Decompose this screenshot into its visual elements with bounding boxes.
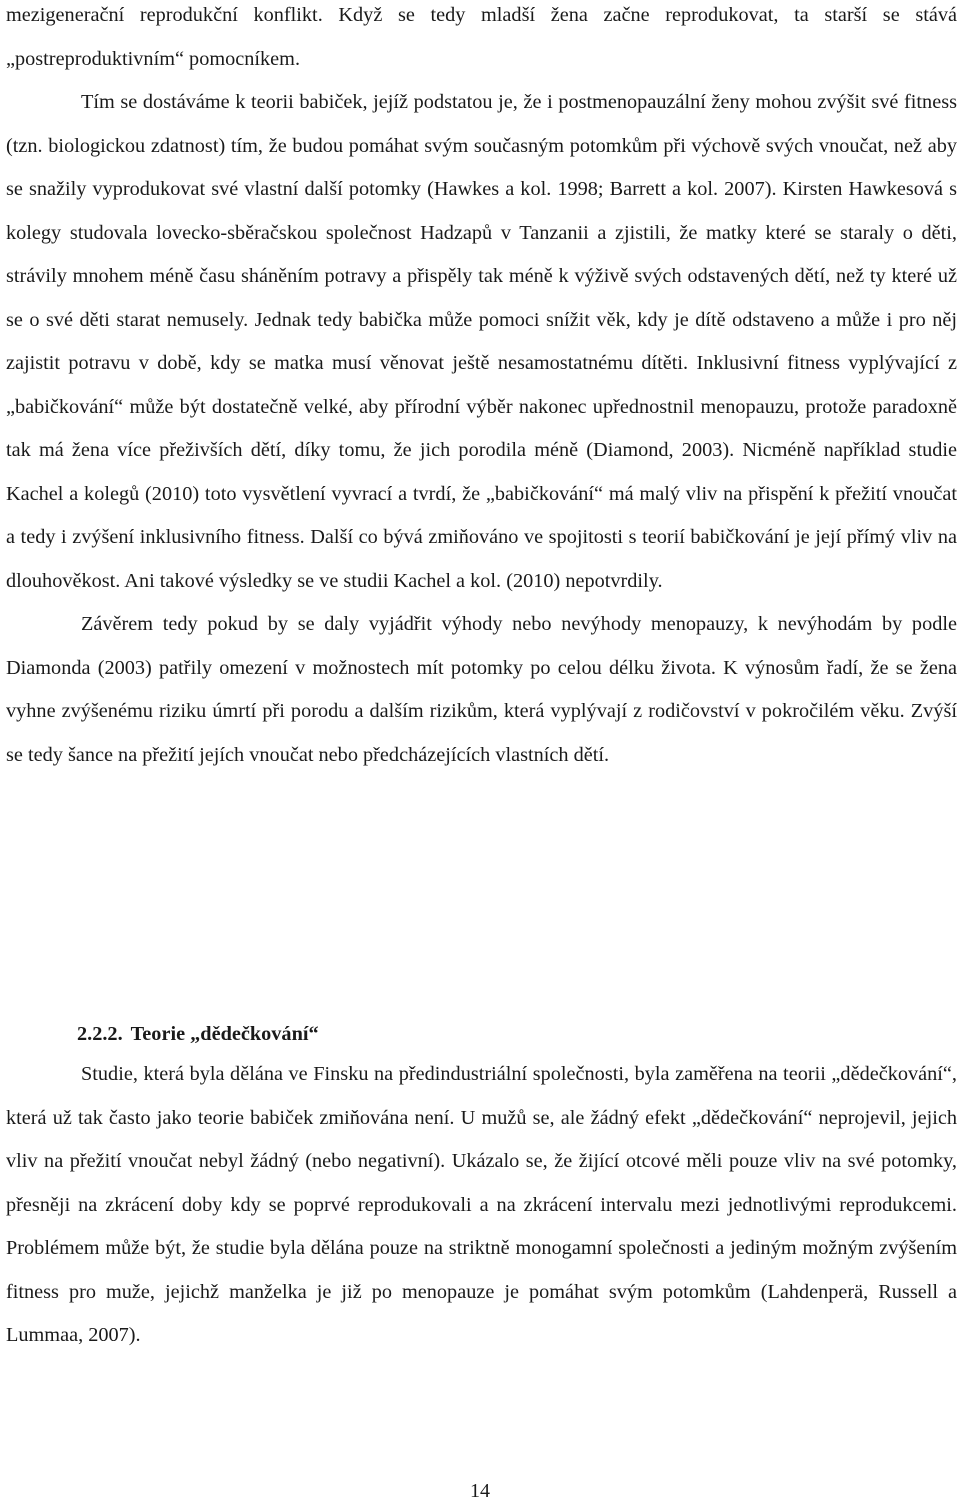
paragraph-grandfather-theory: Studie, která byla dělána ve Finsku na předindustriální společnosti, byla zaměřena na teorii „dědečkování“, která už tak často jako teorie babiček zmiňována není. U mužů se, ale žádný efekt „dědečkování“ neprojevil, jejich vliv na přežití vnoučat nebyl žádný (nebo negativní). Ukázalo se, že žijící otcové měli pouze vliv na své potomky, přesněji na zkrácení doby kdy se poprvé reprodukovali a na zkrácení intervalu mezi jednotlivými reprodukcemi. Problémem může být, že studie byla dělána pouze na striktně monogamní společnosti a jediným možným zvýšením fitness pro muže, jejichž manželka je již po menopauze je pomáhat svým potomkům (Lahdenperä, Russell a Lummaa, 2007). <box>6 1063 957 1346</box>
paragraph-continued: mezigenerační reprodukční konflikt. Když se tedy mladší žena začne reprodukovat, ta starší se stává „postreproduktivním“ pomocníkem. <box>6 4 957 70</box>
document-page <box>6 0 957 1346</box>
section-title: Teorie „dědečkování“ <box>130 1023 319 1045</box>
page-number: 14 <box>470 1480 490 1502</box>
section-number: 2.2.2. <box>77 1023 123 1045</box>
paragraph-grandmother-theory: Tím se dostáváme k teorii babiček, jejíž podstatou je, že i postmenopauzální ženy mohou zvýšit své fitness (tzn. biologickou zdatnost) tím, že budou pomáhat svým současným potomkům při výchově svých vnoučat, než aby se snažily vyprodukovat své vlastní další potomky (Hawkes a kol. 1998; Barrett a kol. 2007). Kirsten Hawkesová s kolegy studovala lovecko-sběračskou společnost Hadzapů v Tanzanii a zjistili, že matky které se staraly o děti, strávily mnohem méně času sháněním potravy a přispěly tak méně k výživě svých odstavených dětí, než ty které už se o své děti starat nemusely. Jednak tedy babička může pomoci snížit věk, kdy je dítě odstaveno a může i pro něj zajistit potravu v době, kdy se matka musí věnovat ještě nesamostatnému dítěti. Inklusivní fitness vyplývající z „babičkování“ může být dostatečně velké, aby přírodní výběr nakonec upřednostnil menopauzu, protože paradoxně tak má žena více přeživších dětí, díky tomu, že jich porodila méně (Diamond, 2003). Nicméně například studie Kachel a kolegů (2010) toto vysvětlení vyvrací a tvrdí, že „babičkování“ má malý vliv na přispění k přežití vnoučat a tedy i zvýšení inklusivního fitness. Další co bývá zmiňováno ve spojitosti s teorií babičkování je její přímý vliv na dlouhověkost. Ani takové výsledky se ve studii Kachel a kol. (2010) nepotvrdily. <box>6 91 957 592</box>
section-heading <box>77 1013 319 1057</box>
paragraph-conclusion: Závěrem tedy pokud by se daly vyjádřit výhody nebo nevýhody menopauzy, k nevýhodám by podle Diamonda (2003) patřily omezení v možnostech mít potomky po celou délku života. K výnosům řadí, že se žena vyhne zvýšenému riziku úmrtí při porodu a dalším rizikům, která vyplývají z rodičovství v pokročilém věku. Zvýší se tedy šance na přežití jejích vnoučat nebo předcházejících vlastních dětí. <box>6 613 957 766</box>
